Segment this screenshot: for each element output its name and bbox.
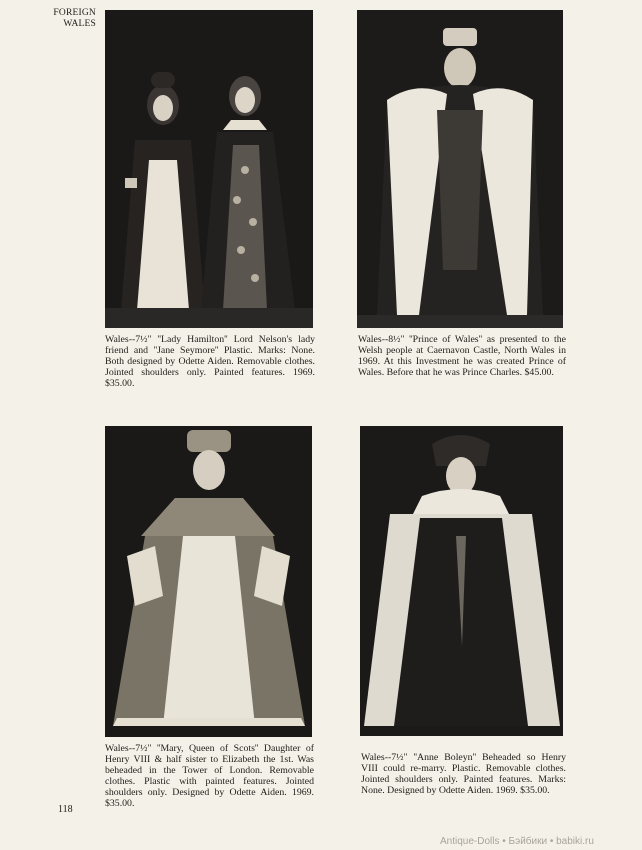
- caption-anne-boleyn: Wales--7½" ''Anne Boleyn'' Beheaded so Henry VIII could re-marry. Plastic. Removable clothes. Jointed shoulders only. Painted features. Marks: None. Designed by Odette Aiden. 1969. $35.00.: [361, 752, 566, 797]
- watermark: Antique-Dolls • Бэйбики • babiki.ru: [440, 836, 594, 847]
- section-sublabel: WALES: [63, 19, 96, 29]
- photo-lady-hamilton-jane-seymour: [105, 10, 313, 328]
- caption-lady-hamilton-jane-seymour: Wales--7½" ''Lady Hamilton'' Lord Nelson's lady friend and ''Jane Seymore'' Plastic. Marks: None. Both designed by Odette Aiden. Removable clothes. Jointed shoulders only. Painted features. 1969. $35.00.: [105, 334, 315, 390]
- photo-prince-of-wales: [357, 10, 563, 328]
- mary-photo-illustration: [105, 426, 312, 737]
- photo-mary-queen-of-scots: [105, 426, 312, 737]
- page-number: 118: [58, 804, 73, 815]
- photo-anne-boleyn: [360, 426, 563, 736]
- caption-mary-queen-of-scots: Wales--7½" ''Mary, Queen of Scots'' Daughter of Henry VIII & half sister to Elizabeth the 1st. Was beheaded in the Tower of London. Removable clothes. Plastic with painted features. Jointed shoulders only. Designed by Odette Aiden. 1969. $35.00.: [105, 743, 314, 810]
- section-header: [50, 8, 96, 30]
- prince-photo-illustration: [357, 10, 563, 328]
- caption-prince-of-wales: Wales--8½" ''Prince of Wales'' as presented to the Welsh people at Caernavon Castle, North Wales in 1969. At this Investment he was created Prince of Wales. Before that he was Prince Charles. $45.00.: [358, 334, 566, 379]
- section-label: FOREIGN: [53, 8, 96, 18]
- dolls-photo-illustration: [105, 10, 313, 328]
- anne-photo-illustration: [360, 426, 563, 736]
